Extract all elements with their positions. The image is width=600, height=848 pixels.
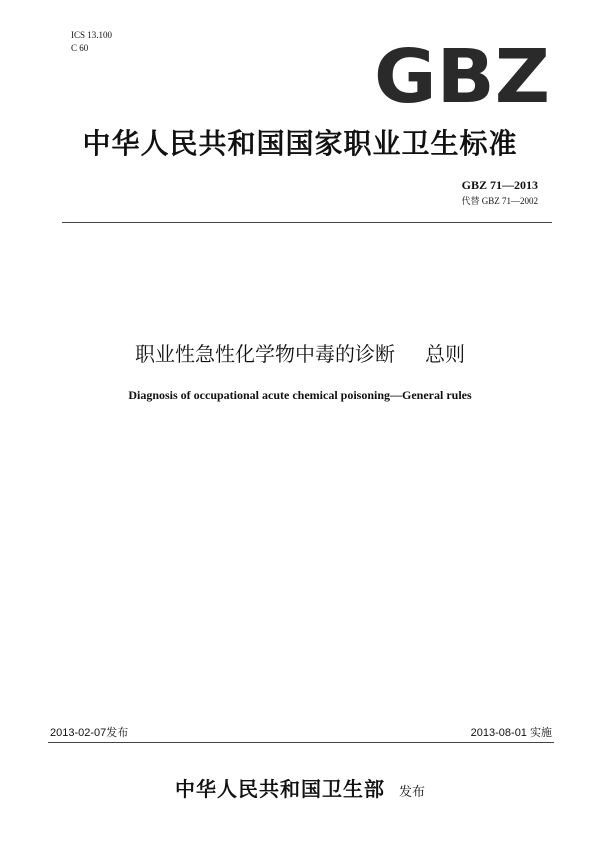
issue-date: 2013-02-07 (50, 727, 107, 739)
issue-date-block (50, 724, 128, 740)
logo-text: GBZ (374, 40, 550, 110)
implementation-date: 2013-08-01 (470, 727, 527, 739)
document-title-cn (0, 338, 600, 367)
standard-title: 中华人民共和国国家职业卫生标准 (82, 127, 518, 160)
gbz-logo (372, 40, 552, 110)
implementation-label: 实施 (530, 727, 552, 739)
issuer-block (0, 773, 600, 802)
document-title-en: Diagnosis of occupational acute chemical poisoning—General rules (128, 388, 472, 402)
document-title-main: 职业性急性化学物中毒的诊断 (135, 342, 395, 366)
document-title-sub: 总则 (425, 342, 465, 366)
issuer-action: 发布 (398, 785, 425, 800)
issue-label: 发布 (106, 727, 129, 739)
classification-codes (71, 29, 112, 55)
ics-code: ICS 13.100 (71, 30, 113, 40)
issuer-org: 中华人民共和国卫生部 (174, 777, 385, 801)
replaces-note: 代替 GBZ 71—2002 (461, 196, 538, 206)
bottom-divider (48, 742, 554, 743)
top-divider (62, 222, 552, 223)
standard-number-block (461, 178, 538, 207)
ccs-code: C 60 (71, 43, 89, 53)
implementation-date-block (471, 724, 552, 740)
standard-number: GBZ 71—2013 (461, 178, 538, 192)
